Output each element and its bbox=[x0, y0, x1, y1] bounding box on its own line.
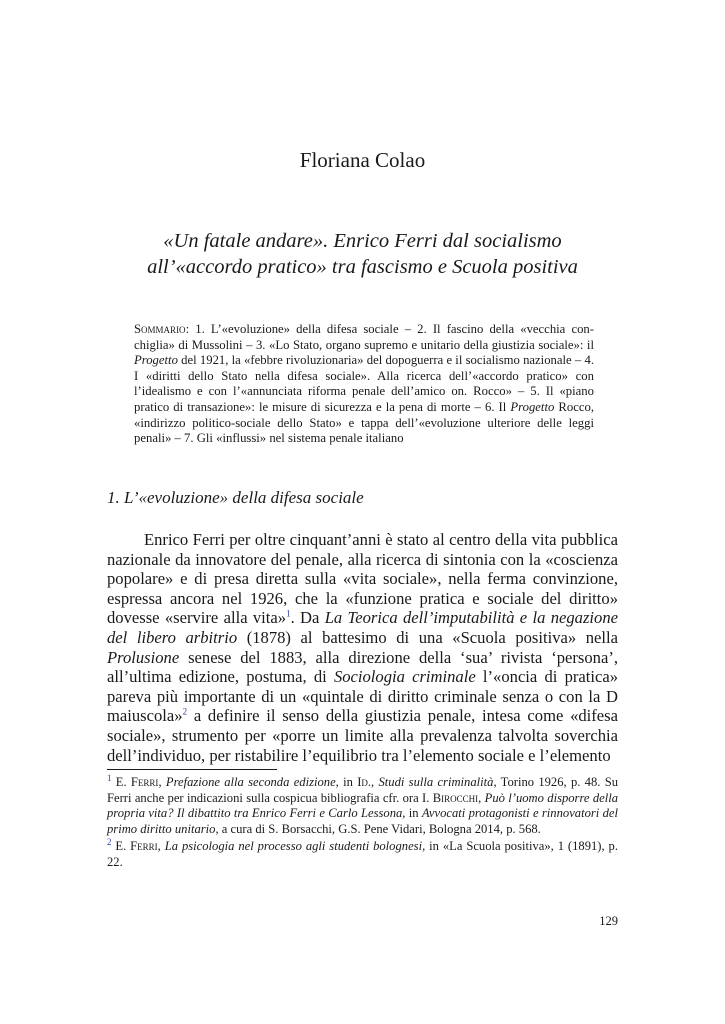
footnote-text: ., bbox=[367, 775, 379, 789]
page-number: 129 bbox=[599, 914, 618, 928]
section-heading: 1. L’«evoluzione» della difesa sociale bbox=[107, 488, 364, 507]
footnotes bbox=[107, 772, 619, 873]
footnote-work-title: Avvocati protagonisti e rinnovatori del primo diritto unitario bbox=[107, 806, 618, 836]
footnote-separator bbox=[107, 769, 277, 770]
author-name: Floriana Colao bbox=[299, 148, 426, 172]
body-paragraph bbox=[107, 530, 618, 765]
footnote-text: , bbox=[478, 790, 485, 805]
work-title: La Teorica dell’imputabilità e la negazione del libero arbitrio bbox=[107, 608, 618, 647]
footnote-work-title: Può l’uomo disporre della propria vita? Il dibattito tra Enrico Ferri e Carlo Lessona bbox=[107, 790, 619, 821]
footnote-ref-1[interactable]: 1 bbox=[286, 608, 291, 619]
footnote-text: , in «La Scuola positiva», 1 (1891), p. 22. bbox=[107, 839, 618, 869]
footnote-text: E. bbox=[111, 775, 131, 789]
summary-colon: : bbox=[185, 322, 196, 336]
work-title: Sociologia criminale bbox=[333, 667, 476, 687]
article-title-line-2: all’«accordo pratico» tra fascismo e Scuola positiva bbox=[147, 256, 578, 278]
body-text: Enrico Ferri per oltre cinquant’anni è stato al centro della vita pubblica nazionale da innovatore del penale, alla ricerca di sintonia con la «coscienza popolare» e di presa diretta sulla «vita sociale», nella ferma convinzione, espressa ancora nel 1926, che la «funzione pratica e sociale del diritto» dovesse «servire alla vita» bbox=[107, 530, 618, 628]
footnote-1 bbox=[107, 772, 619, 837]
footnote-author: Id bbox=[357, 775, 368, 789]
body-text: a definire il senso della giustizia penale, intesa come «difesa sociale», strumento per «porre un limite alla prevalenza talvolta soverchia dell’individuo, per ristabilire l’equilibrio tra l’elemento sociale e l’elemento bbox=[107, 706, 618, 765]
footnote-number: 2 bbox=[107, 837, 112, 848]
summary-italic-progetto: Progetto bbox=[134, 353, 178, 368]
work-title: Prolusione bbox=[107, 647, 180, 667]
footnote-author: Birocchi bbox=[432, 790, 479, 805]
summary-text: 1. L’«evoluzione» della difesa sociale – 2. Il fascino della «vecchia conchiglia» di Mussolini – 3. «Lo Stato, organo supremo e unitario della giustizia sociale»: il bbox=[134, 322, 594, 352]
article-title-line-1: «Un fatale andare». Enrico Ferri dal socialismo bbox=[163, 230, 562, 252]
summary-italic-progetto: Progetto bbox=[510, 399, 555, 414]
footnote-number: 1 bbox=[107, 772, 112, 783]
body-text: l’«oncia di pratica» pareva più importante di un «quintale di diritto criminale senza o con la D maiuscola» bbox=[107, 667, 619, 726]
summary-abstract bbox=[134, 322, 594, 447]
footnote-text: , bbox=[158, 775, 166, 789]
footnote-text: , in bbox=[402, 806, 422, 821]
body-text: . Da bbox=[290, 608, 325, 628]
footnote-author: Ferri bbox=[130, 775, 159, 789]
footnote-text: E. bbox=[111, 839, 131, 854]
summary-label: Sommario bbox=[134, 322, 186, 336]
footnote-author: Ferri bbox=[130, 839, 158, 854]
summary-text: Rocco, «indirizzo politico-sociale dello Stato» e tappa dell’«evoluzione ulteriore delle leggi penali» – 7. Gli «influssi» nel sistema penale italiano bbox=[134, 399, 594, 446]
footnote-text: , in bbox=[335, 775, 358, 789]
body-text: (1878) al battesimo di una «Scuola positiva» nella bbox=[237, 627, 618, 647]
footnote-2 bbox=[107, 839, 618, 870]
summary-text: del 1921, la «febbre rivoluzionaria» del dopoguerra e il socialismo nazionale – 4. I «diritti dello Stato nella difesa sociale». Alla ricerca dell’«accordo pratico» con l’idealismo e con l’«annunciata riforma penale dell’amico on. Rocco» – 5. Il «piano pratico di transazione»: le misure di sicurezza e la pena di morte – 6. Il bbox=[134, 353, 594, 414]
footnote-work-title: Studi sulla criminalità bbox=[378, 775, 494, 789]
footnote-ref-2[interactable]: 2 bbox=[182, 706, 188, 717]
footnote-work-title: Prefazione alla seconda edizione bbox=[165, 775, 336, 789]
body-text: senese del 1883, alla direzione della ‘sua’ rivista ‘persona’, all’ultima edizione, postuma, di bbox=[107, 647, 618, 687]
footnote-work-title: La psicologia nel processo agli studenti bolognesi bbox=[164, 839, 423, 854]
footnote-text: , a cura di S. Borsacchi, G.S. Pene Vidari, Bologna 2014, p. 568. bbox=[215, 821, 541, 836]
footnote-text: , bbox=[157, 839, 165, 854]
footnote-text: , Torino 1926, p. 48. Su Ferri anche per indicazioni sulla cospicua bibliografia cfr. ora I. bbox=[107, 775, 619, 805]
